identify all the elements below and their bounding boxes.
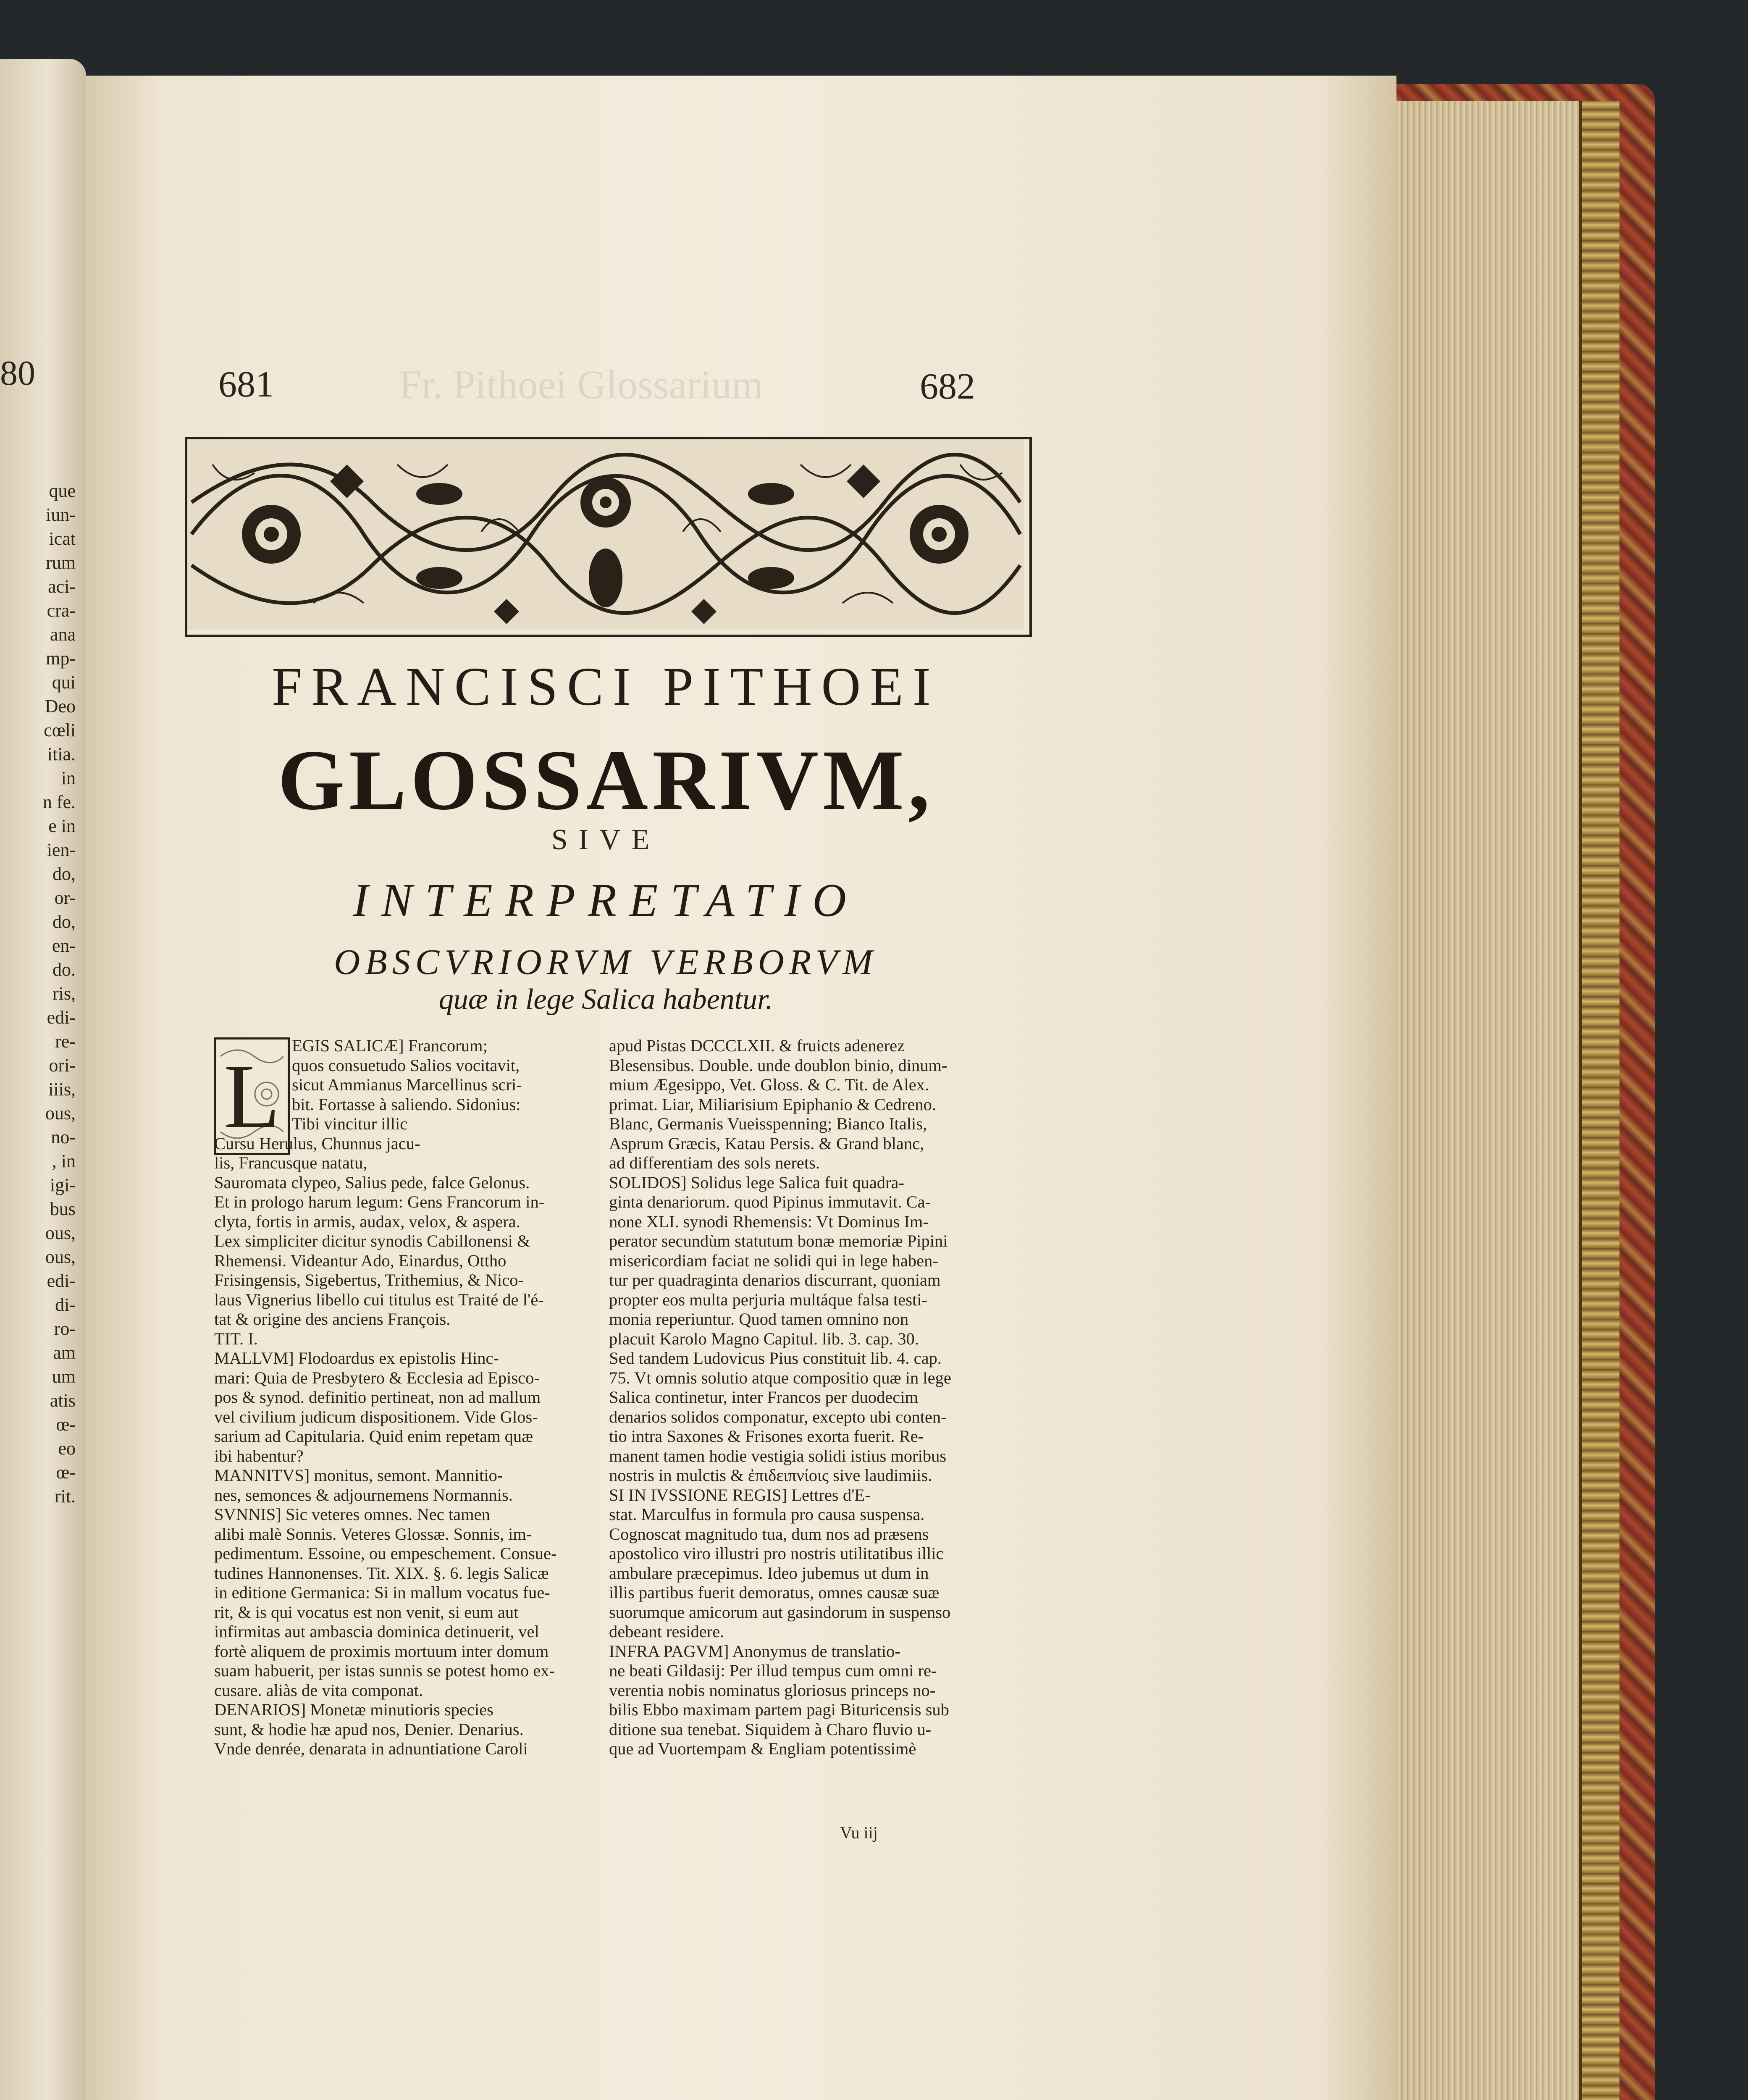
subtitle-lege-salica: quæ in lege Salica habentur. bbox=[438, 983, 773, 1016]
text-line: INFRA PAGVM] Anonymus de translatio- bbox=[609, 1641, 900, 1661]
title-interpretatio: INTERPRETATIO bbox=[352, 874, 859, 927]
text-line: Cognoscat magnitudo tua, dum nos ad præsens bbox=[609, 1524, 929, 1544]
margin-fragment: iiis, bbox=[48, 1079, 76, 1100]
text-line: tur per quadraginta denarios discurrant, quoniam bbox=[609, 1270, 941, 1289]
margin-fragment: ous, bbox=[45, 1103, 76, 1124]
text-line: suorumque amicorum aut gasindorum in suspenso bbox=[609, 1602, 951, 1622]
text-line: Blesensibus. Double. unde doublon binio, dinum- bbox=[609, 1055, 947, 1075]
text-line: 75. Vt omnis solutio atque compositio quæ in lege bbox=[609, 1368, 951, 1387]
text-line: ginta denariorum. quod Pipinus immutavit. Ca- bbox=[609, 1192, 931, 1211]
text-line: denarios solidos componatur, excepto ubi conten- bbox=[609, 1407, 947, 1426]
gilt-border bbox=[1579, 101, 1619, 2100]
text-line: Asprum Græcis, Katau Persis. & Grand blanc, bbox=[609, 1134, 924, 1153]
text-column-left bbox=[214, 1036, 584, 1759]
margin-fragment: do. bbox=[52, 959, 76, 980]
margin-fragment: edi- bbox=[47, 1007, 76, 1028]
text-line: ambulare præcepimus. Ideo jubemus ut dum in bbox=[609, 1563, 929, 1583]
page-edges bbox=[1386, 101, 1583, 2100]
margin-fragment: do, bbox=[52, 864, 76, 884]
text-line: none XLI. synodi Rhemensis: Vt Dominus Im- bbox=[609, 1212, 929, 1231]
title-main: GLOSSARIVM, bbox=[278, 732, 934, 828]
text-line: placuit Karolo Magno Capitul. lib. 3. cap. 30. bbox=[609, 1329, 919, 1348]
margin-fragment: rit. bbox=[54, 1486, 76, 1507]
text-line: apud Pistas DCCCLXII. & fruicts adenerez bbox=[609, 1036, 905, 1055]
text-line: ne beati Gildasij: Per illud tempus cum omni re- bbox=[609, 1661, 937, 1680]
margin-fragment: bus bbox=[50, 1199, 76, 1219]
margin-fragment: mp- bbox=[46, 648, 76, 669]
text-line: tio intra Saxones & Frisones exorta fuerit. Re- bbox=[609, 1427, 924, 1446]
title-sive: SIVE bbox=[551, 824, 661, 856]
text-line: TIT. I. bbox=[214, 1329, 258, 1348]
margin-fragment: atis bbox=[50, 1390, 76, 1411]
text-line: misericordiam faciat ne solidi qui in lege haben- bbox=[609, 1251, 938, 1270]
text-line: fortè aliquem de proximis mortuum inter domum bbox=[214, 1641, 549, 1661]
text-line: pedimentum. Essoine, ou empeschement. Consue- bbox=[214, 1544, 557, 1563]
text-line: Rhemensi. Videantur Ado, Einardus, Ottho bbox=[214, 1251, 507, 1270]
text-line: propter eos multa perjuria multáque falsa testi- bbox=[609, 1290, 927, 1309]
margin-fragment: ro- bbox=[54, 1318, 76, 1339]
drop-cap-letter: L bbox=[223, 1045, 281, 1147]
margin-fragment: œ- bbox=[56, 1414, 76, 1435]
text-line: infirmitas aut ambascia dominica detinuerit, vel bbox=[214, 1622, 539, 1641]
text-line: sicut Ammianus Marcellinus scri- bbox=[292, 1075, 522, 1094]
text-line: suam habuerit, per istas sunnis se potest homo ex- bbox=[214, 1661, 555, 1680]
margin-fragment: cœli bbox=[44, 720, 76, 740]
text-column-right bbox=[609, 1036, 987, 1759]
margin-fragment: eo bbox=[58, 1438, 76, 1459]
text-line: EGIS SALICÆ] Francorum; bbox=[292, 1036, 488, 1055]
text-line: ibi habentur? bbox=[214, 1446, 304, 1465]
margin-fragment: qui bbox=[52, 672, 76, 693]
text-line: Sauromata clypeo, Salius pede, falce Gelonus. bbox=[214, 1173, 530, 1192]
text-line: monia reperiuntur. Quod tamen omnino non bbox=[609, 1310, 909, 1328]
margin-fragment: œ- bbox=[56, 1462, 76, 1483]
text-line: Vnde denrée, denarata in adnuntiatione Caroli bbox=[214, 1739, 528, 1758]
text-line: DENARIOS] Monetæ minutioris species bbox=[214, 1700, 493, 1719]
margin-fragment: ana bbox=[50, 624, 76, 645]
margin-fragment: ien- bbox=[47, 840, 76, 860]
margin-fragment: edi- bbox=[47, 1270, 76, 1291]
text-line: Cursu Herulus, Chunnus jacu- bbox=[214, 1134, 420, 1153]
text-line: laus Vignerius libello cui titulus est Traité de l'é- bbox=[214, 1290, 544, 1309]
text-line: SVNNIS] Sic veteres omnes. Nec tamen bbox=[214, 1505, 490, 1524]
ornamental-headpiece bbox=[185, 437, 1032, 637]
margin-fragment: ous, bbox=[45, 1223, 76, 1243]
text-line: rit, & is qui vocatus est non venit, si eum aut bbox=[214, 1602, 519, 1622]
text-line: apostolico viro illustri pro nostris utilitatibus illic bbox=[609, 1544, 944, 1563]
margin-fragment: icat bbox=[49, 528, 76, 549]
subtitle-obscuriorum: OBSCVRIORVM VERBORVM bbox=[334, 942, 878, 982]
text-line: MALLVM] Flodoardus ex epistolis Hinc- bbox=[214, 1349, 499, 1368]
text-line: Blanc, Germanis Vueisspenning; Bianco Italis, bbox=[609, 1114, 927, 1133]
text-line: illis partibus fuerit demoratus, omnes causæ suæ bbox=[609, 1583, 940, 1602]
text-line: manent tamen hodie vestigia solidi istius moribus bbox=[609, 1446, 947, 1465]
margin-fragment: e in bbox=[48, 816, 76, 836]
margin-fragment: igi- bbox=[50, 1175, 76, 1195]
text-line: verentia nobis nominatus gloriosus princeps no- bbox=[609, 1680, 936, 1700]
title-author: FRANCISCI PITHOEI bbox=[271, 656, 940, 717]
text-line: primat. Liar, Miliarisium Epiphanio & Cedreno. bbox=[609, 1095, 936, 1114]
margin-fragment: no- bbox=[51, 1127, 76, 1147]
signature-mark: Vu iij bbox=[840, 1823, 878, 1842]
margin-fragment: or- bbox=[54, 887, 76, 908]
margin-fragment: Deo bbox=[45, 696, 76, 717]
text-line: sarium ad Capitularia. Quid enim repetam quæ bbox=[214, 1427, 533, 1446]
text-line: vel civilium judicum dispositionem. Vide Glos- bbox=[214, 1407, 538, 1426]
margin-fragment: ous, bbox=[45, 1247, 76, 1267]
text-line: in editione Germanica: Si in mallum vocatus fue- bbox=[214, 1583, 550, 1602]
margin-fragment: iun- bbox=[46, 504, 76, 525]
text-line: pos & synod. definitio pertineat, non ad mallum bbox=[214, 1388, 541, 1407]
text-line: sunt, & hodie hæ apud nos, Denier. Denarius. bbox=[214, 1719, 524, 1739]
margin-fragment: que bbox=[49, 480, 76, 501]
text-line: Et in prologo harum legum: Gens Francorum in- bbox=[214, 1192, 545, 1211]
text-line: SOLIDOS] Solidus lege Salica fuit quadra- bbox=[609, 1173, 904, 1192]
text-line: tudines Hannonenses. Tit. XIX. §. 6. legis Salicæ bbox=[214, 1563, 549, 1583]
margin-fragment: in bbox=[61, 768, 76, 788]
text-line: Sed tandem Ludovicus Pius constituit lib. 4. cap. bbox=[609, 1349, 942, 1368]
margin-fragment: di- bbox=[55, 1294, 76, 1315]
text-line: clyta, fortis in armis, audax, velox, & aspera. bbox=[214, 1212, 520, 1231]
bleed-through-text: Fr. Pithoei Glossarium bbox=[399, 362, 763, 407]
text-line: perator secundùm statutum bonæ memoriæ Pipini bbox=[609, 1231, 948, 1250]
text-line: debeant residere. bbox=[609, 1622, 724, 1641]
left-page-margin-text bbox=[0, 479, 76, 1508]
margin-fragment: itia. bbox=[47, 744, 76, 764]
margin-fragment: ori- bbox=[49, 1055, 76, 1076]
text-line: cusare. aliàs de vita componat. bbox=[214, 1680, 423, 1700]
text-line: bit. Fortasse à saliendo. Sidonius: bbox=[292, 1095, 521, 1114]
margin-fragment: re- bbox=[55, 1031, 76, 1052]
text-line: mari: Quia de Presbytero & Ecclesia ad Episco- bbox=[214, 1368, 540, 1387]
page-number-682: 682 bbox=[920, 366, 975, 407]
margin-fragment: ris, bbox=[52, 983, 76, 1004]
margin-fragment: , in bbox=[52, 1151, 76, 1171]
margin-fragment: aci- bbox=[48, 576, 76, 597]
text-line: Frisingensis, Sigebertus, Trithemius, & Nico- bbox=[214, 1270, 524, 1289]
text-line: tat & origine des anciens François. bbox=[214, 1310, 451, 1328]
text-line: mium Ægesippo, Vet. Gloss. & C. Tit. de Alex. bbox=[609, 1075, 929, 1094]
left-page-number: 80 bbox=[0, 354, 35, 393]
text-line: lis, Francusque natatu, bbox=[214, 1153, 367, 1172]
text-line: MANNITVS] monitus, semont. Mannitio- bbox=[214, 1466, 503, 1485]
floral-ornament-icon bbox=[187, 439, 1024, 630]
text-line: nostris in mulctis & ἐπιδειπνίοις sive laudimiis. bbox=[609, 1466, 932, 1485]
margin-fragment: n fe. bbox=[42, 792, 76, 812]
margin-fragment: rum bbox=[46, 552, 76, 573]
margin-fragment: en- bbox=[52, 935, 76, 956]
margin-fragment: am bbox=[53, 1342, 76, 1363]
text-line: SI IN IVSSIONE REGIS] Lettres d'E- bbox=[609, 1485, 871, 1504]
margin-fragment: do, bbox=[52, 911, 76, 932]
text-line: alibi malè Sonnis. Veteres Glossæ. Sonnis, im- bbox=[214, 1524, 532, 1544]
text-line: quos consuetudo Salios vocitavit, bbox=[292, 1055, 520, 1075]
page-number-681: 681 bbox=[218, 364, 274, 405]
margin-fragment: um bbox=[52, 1366, 76, 1387]
text-line: Salica continetur, inter Francos per duodecim bbox=[609, 1388, 919, 1407]
text-line: ad differentiam des sols nerets. bbox=[609, 1153, 820, 1172]
text-line: bilis Ebbo maximam partem pagi Bituricensis sub bbox=[609, 1700, 949, 1719]
text-line: nes, semonces & adjournemens Normannis. bbox=[214, 1485, 513, 1504]
text-line: Tibi vincitur illic bbox=[292, 1114, 408, 1133]
text-line: ditione sua tenebat. Siquidem à Charo fluvio u- bbox=[609, 1719, 932, 1739]
text-line: Lex simpliciter dicitur synodis Cabillonensi & bbox=[214, 1231, 530, 1250]
margin-fragment: cra- bbox=[47, 600, 76, 621]
text-line: stat. Marculfus in formula pro causa suspensa. bbox=[609, 1505, 925, 1524]
text-line: que ad Vuortempam & Engliam potentissimè bbox=[609, 1739, 916, 1758]
